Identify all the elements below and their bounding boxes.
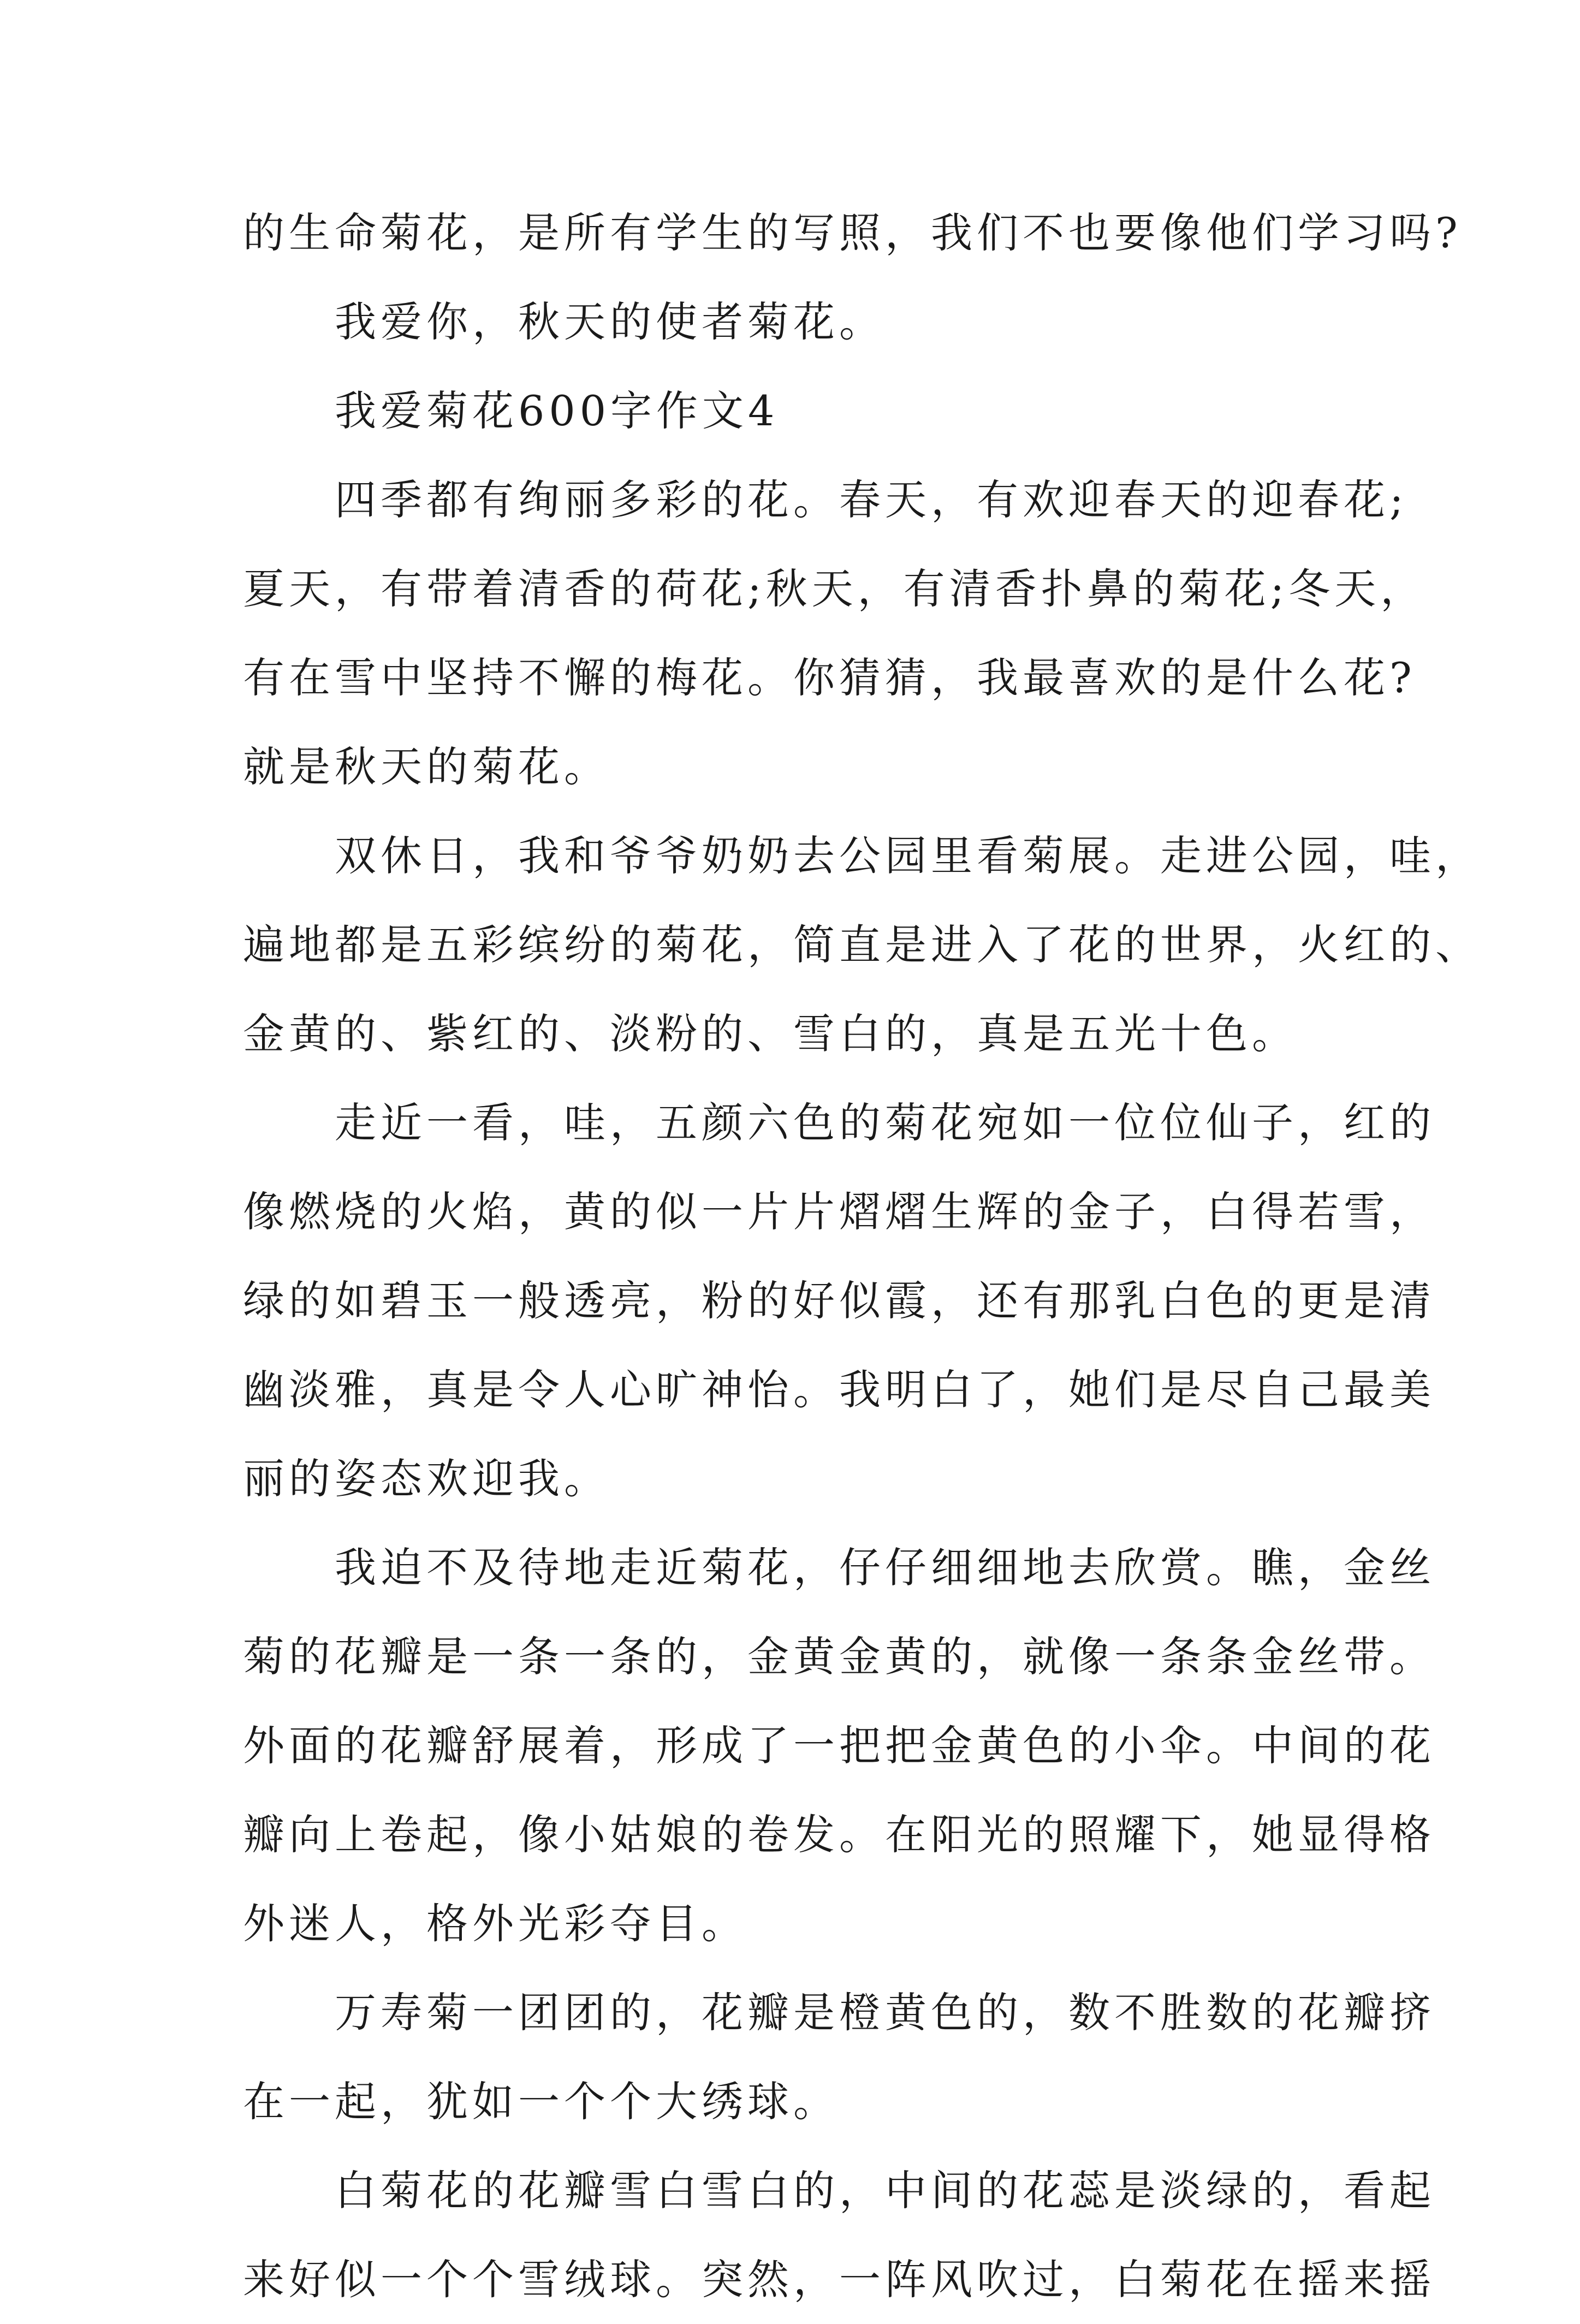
text-line: 绿的如碧玉一般透亮，粉的好似霞，还有那乳白色的更是清 [243, 1276, 1435, 1325]
text-line: 白菊花的花瓣雪白雪白的，中间的花蕊是淡绿的，看起 [243, 2166, 1435, 2215]
text-line: 来好似一个个雪绒球。突然，一阵风吹过，白菊花在摇来摇 [243, 2255, 1435, 2304]
text-line: 金黄的、紫红的、淡粉的、雪白的，真是五光十色。 [243, 1009, 1298, 1058]
text-line: 瓣向上卷起，像小姑娘的卷发。在阳光的照耀下，她显得格 [243, 1810, 1435, 1859]
text-line: 有在雪中坚持不懈的梅花。你猜猜，我最喜欢的是什么花? [243, 653, 1416, 702]
essay-title: 我爱菊花600字作文4 [243, 387, 779, 435]
text-line: 双休日，我和爷爷奶奶去公园里看菊展。走进公园，哇， [243, 831, 1481, 880]
text-line: 遍地都是五彩缤纷的菊花，简直是进入了花的世界，火红的、 [243, 920, 1481, 969]
text-line: 的生命菊花，是所有学生的写照，我们不也要像他们学习吗? [243, 209, 1462, 257]
text-line: 四季都有绚丽多彩的花。春天，有欢迎春天的迎春花; [243, 476, 1408, 524]
text-line: 幽淡雅，真是令人心旷神怡。我明白了，她们是尽自己最美 [243, 1365, 1435, 1414]
text-line: 菊的花瓣是一条一条的，金黄金黄的，就像一条条金丝带。 [243, 1632, 1435, 1681]
text-line: 我爱你，秋天的使者菊花。 [243, 298, 885, 346]
text-line: 丽的姿态欢迎我。 [243, 1454, 610, 1503]
text-line: 在一起，犹如一个个大绣球。 [243, 2077, 839, 2126]
text-line: 走近一看，哇，五颜六色的菊花宛如一位位仙子，红的 [243, 1098, 1435, 1147]
essay-body [243, 188, 1481, 2324]
text-line: 万寿菊一团团的，花瓣是橙黄色的，数不胜数的花瓣挤 [243, 1988, 1435, 2037]
text-line: 就是秋天的菊花。 [243, 742, 610, 791]
text-line: 外迷人，格外光彩夺目。 [243, 1899, 747, 1948]
text-line: 夏天，有带着清香的荷花;秋天，有清香扑鼻的菊花;冬天， [243, 564, 1427, 613]
text-line: 外面的花瓣舒展着，形成了一把把金黄色的小伞。中间的花 [243, 1721, 1435, 1770]
text-line: 我迫不及待地走近菊花，仔仔细细地去欣赏。瞧，金丝 [243, 1543, 1435, 1592]
text-line: 像燃烧的火焰，黄的似一片片熠熠生辉的金子，白得若雪， [243, 1187, 1435, 1236]
